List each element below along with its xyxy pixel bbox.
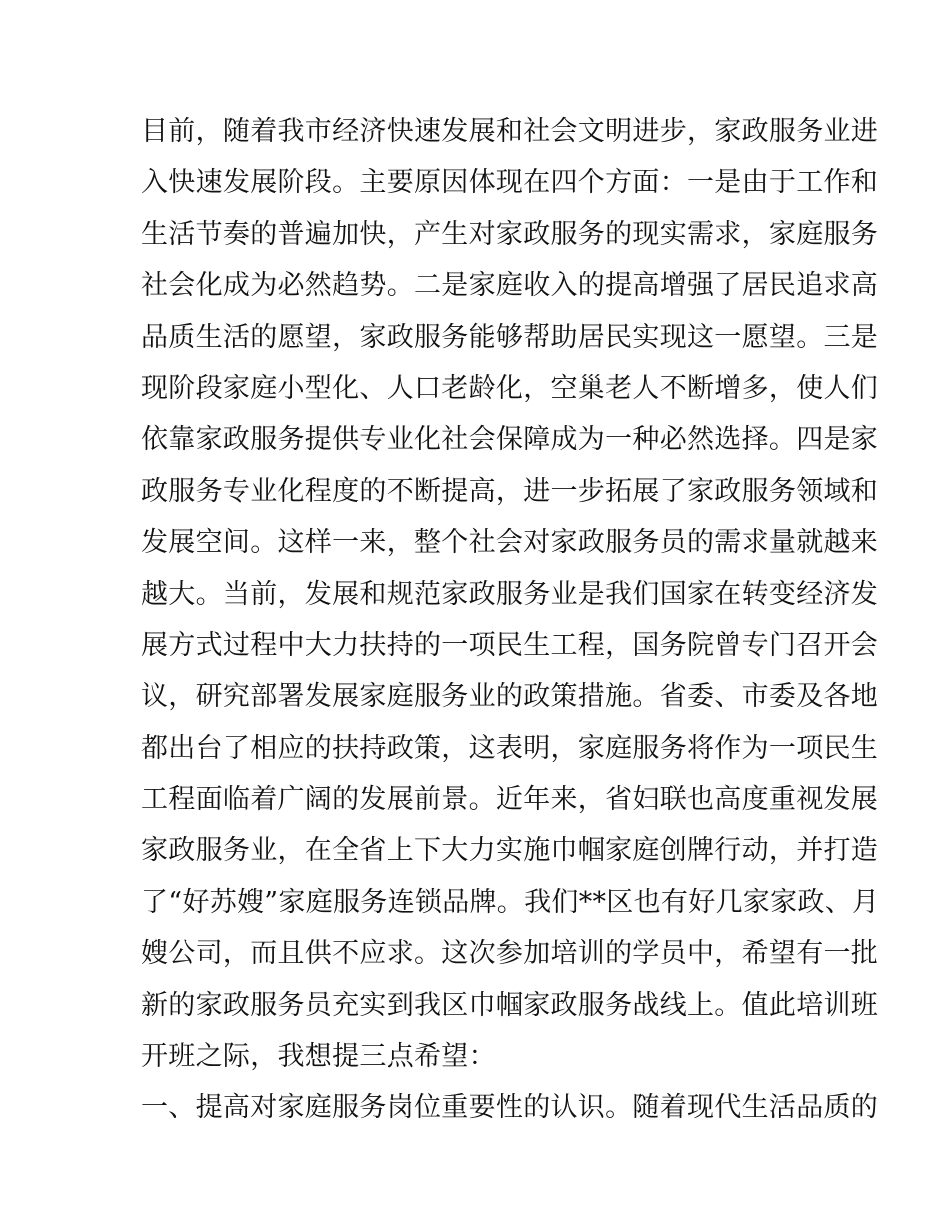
text-line: 政服务专业化程度的不断提高，进一步拓展了家政服务领域和 — [141, 475, 879, 507]
body-text — [141, 106, 880, 1134]
text-line: 依靠家政服务提供专业化社会保障成为一种必然选择。四是家 — [141, 424, 879, 456]
text-line: 开班之际，我想提三点希望： — [141, 1041, 496, 1073]
text-line: 发展空间。这样一来，整个社会对家政服务员的需求量就越来 — [141, 527, 879, 559]
text-line: 社会化成为必然趋势。二是家庭收入的提高增强了居民追求高 — [141, 270, 879, 302]
text-line: 品质生活的愿望，家政服务能够帮助居民实现这一愿望。三是 — [141, 321, 879, 353]
text-line: 家政服务业，在全省上下大力实施巾帼家庭创牌行动，并打造 — [141, 835, 879, 867]
text-line: 新的家政服务员充实到我区巾帼家政服务战线上。值此培训班 — [141, 989, 879, 1021]
text-line: 议，研究部署发展家庭服务业的政策措施。省委、市委及各地 — [141, 681, 879, 713]
text-line: 生活节奏的普遍加快，产生对家政服务的现实需求，家庭服务 — [141, 218, 879, 250]
text-line: 工程面临着广阔的发展前景。近年来，省妇联也高度重视发展 — [141, 784, 879, 816]
text-line: 嫂公司，而且供不应求。这次参加培训的学员中，希望有一批 — [141, 938, 879, 970]
text-line: 入快速发展阶段。主要原因体现在四个方面：一是由于工作和 — [141, 167, 879, 199]
text-line: 现阶段家庭小型化、人口老龄化，空巢老人不断增多，使人们 — [141, 372, 879, 404]
text-line: 展方式过程中大力扶持的一项民生工程，国务院曾专门召开会 — [141, 629, 879, 661]
text-line: 都出台了相应的扶持政策，这表明，家庭服务将作为一项民生 — [141, 732, 879, 764]
text-line: 一、提高对家庭服务岗位重要性的认识。随着现代生活品质的 — [141, 1092, 879, 1124]
text-line: 了“好苏嫂”家庭服务连锁品牌。我们**区也有好几家家政、月 — [141, 886, 880, 918]
text-line: 目前，随着我市经济快速发展和社会文明进步，家政服务业进 — [141, 116, 879, 147]
text-line: 越大。当前，发展和规范家政服务业是我们国家在转变经济发 — [141, 578, 879, 610]
